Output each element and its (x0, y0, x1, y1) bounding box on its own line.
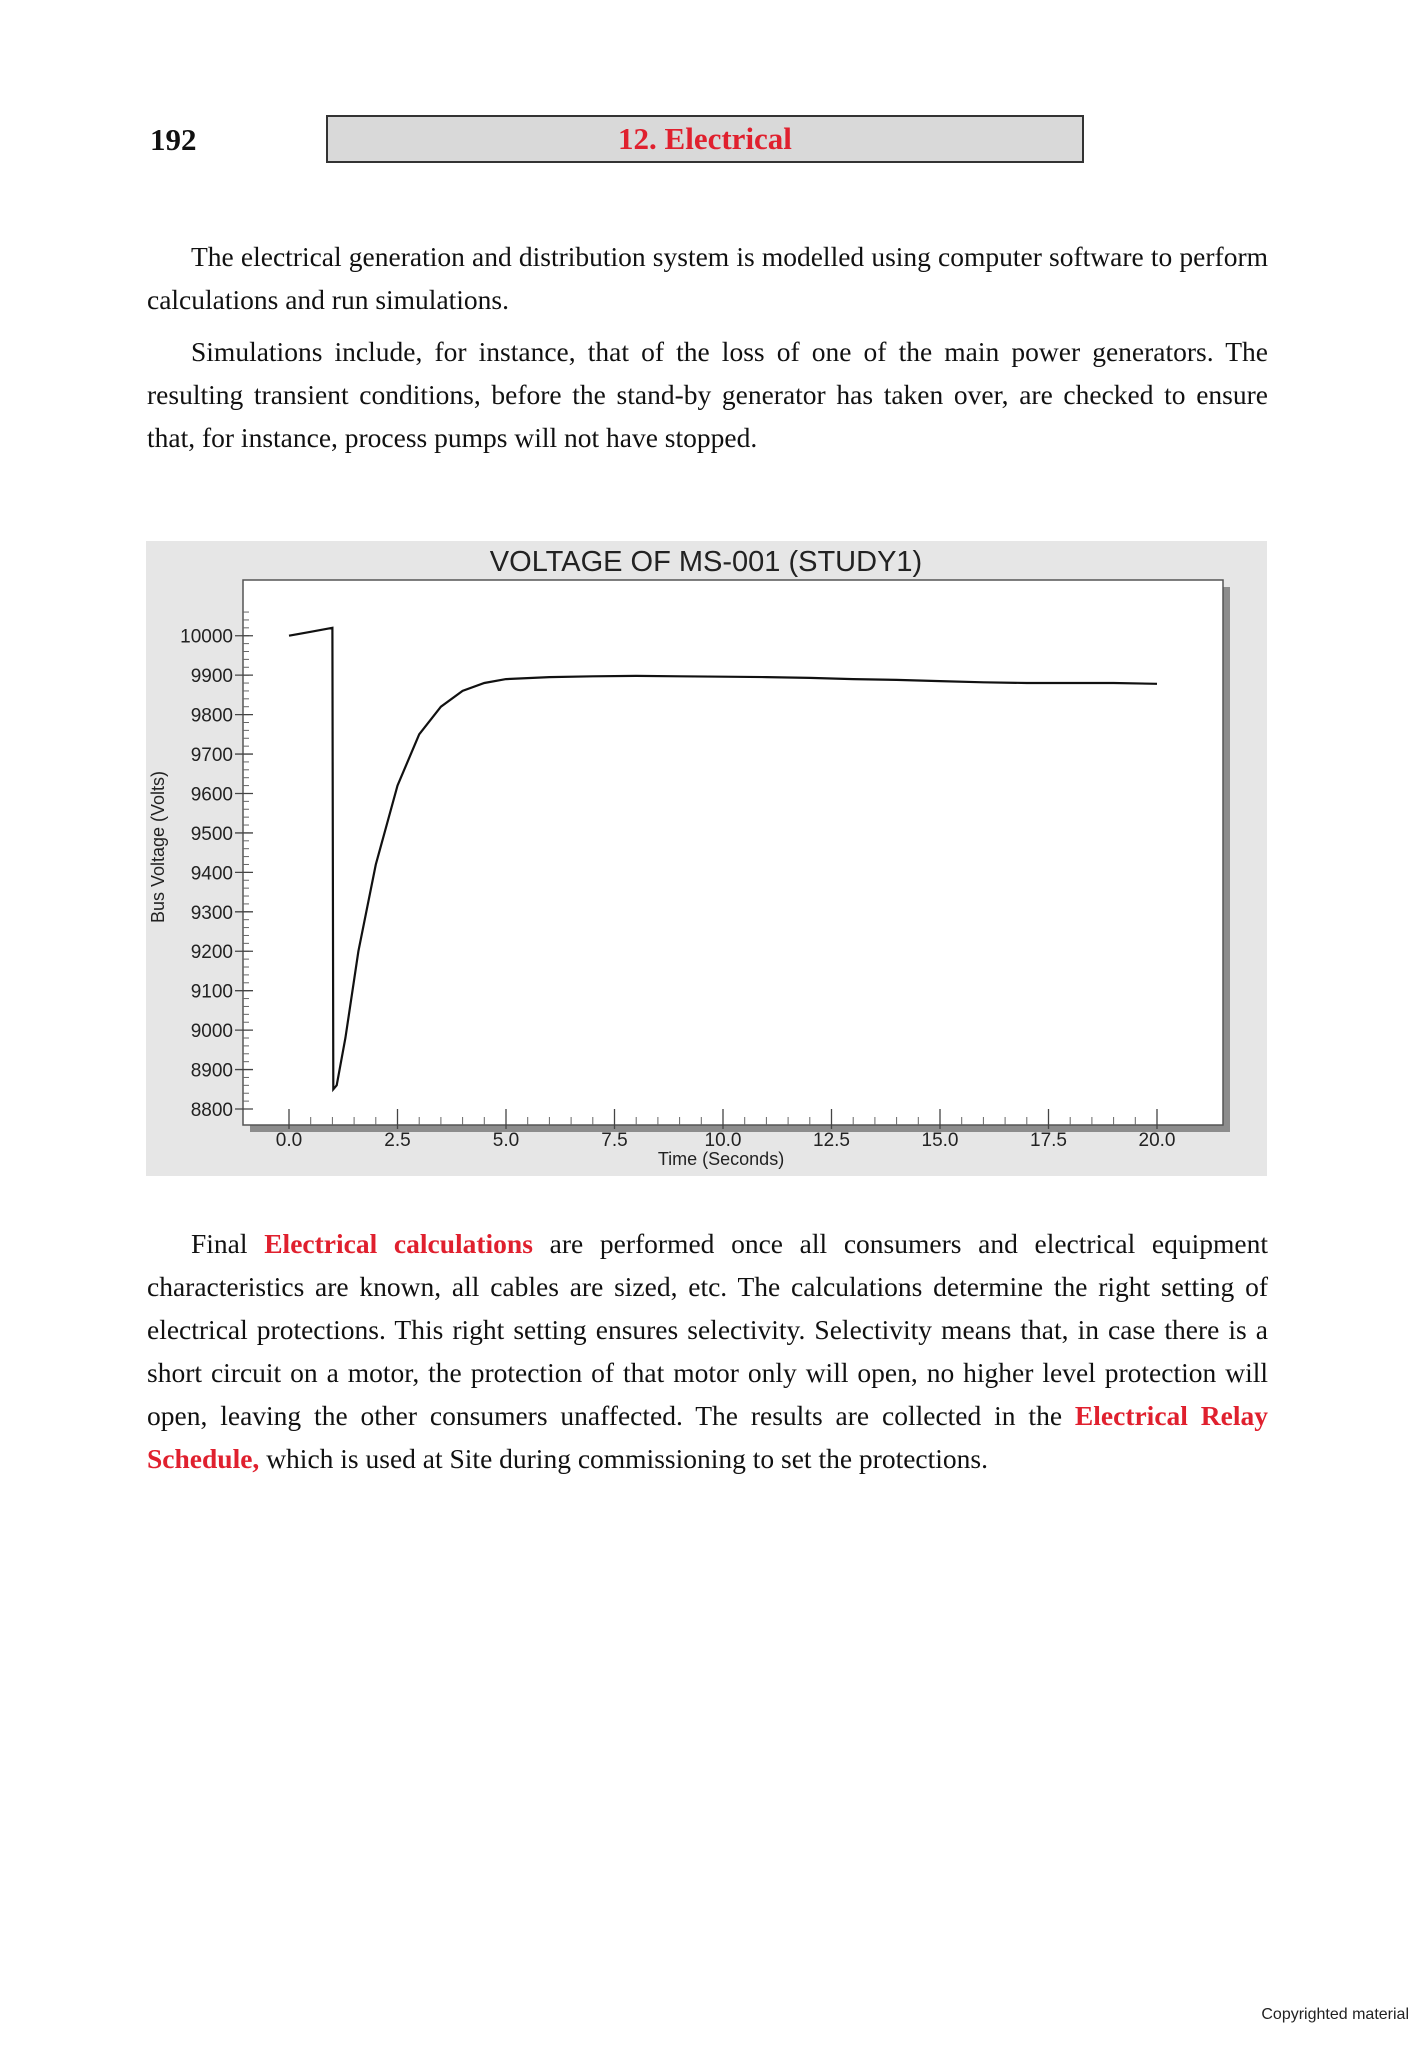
chart-title: VOLTAGE OF MS-001 (STUDY1) (489, 546, 923, 578)
electrical-relay-schedule-term: Electrical Relay Schedule, (147, 1400, 1269, 1474)
x-tick-label: 10.0 (704, 1130, 742, 1151)
page-number: 192 (150, 122, 197, 157)
y-tick-label: 10000 (180, 626, 233, 648)
x-tick-label: 5.0 (492, 1130, 520, 1151)
y-axis-label: Bus Voltage (Volts) (148, 770, 168, 924)
paragraph-1: The electrical generation and distribution system is modelled using computer software to perform calculations and run simulations. (147, 241, 1268, 315)
y-tick-label: 9500 (190, 823, 233, 845)
y-tick-label: 9200 (190, 942, 233, 964)
paragraph-3 (147, 1222, 1268, 1480)
x-tick-label: 20.0 (1138, 1130, 1176, 1151)
voltage-chart (146, 541, 1267, 1176)
paragraph-3-body: are performed once all consumers and electrical equipment characteristics are known, all cables are sized, etc. The calculations determine the right setting of electrical protections. This right setting ensures selectivity. Selectivity means that, in case there is a short circuit on a motor, the protection of that motor only will open, no higher level protection will open, leaving the other consumers unaffected. The results are collected in the (147, 1228, 1269, 1431)
y-tick-label: 9600 (190, 784, 233, 806)
copyright-notice: Copyrighted material (1261, 2006, 1409, 2023)
voltage-chart-svg (146, 541, 1267, 1176)
plot-area (243, 580, 1223, 1125)
y-axis (180, 627, 253, 1121)
electrical-calculations-term: Electrical calculations (264, 1228, 533, 1259)
chapter-title: 12. Electrical (326, 115, 1084, 163)
x-tick-label: 17.5 (1030, 1130, 1067, 1151)
y-tick-label: 8900 (190, 1060, 233, 1082)
y-tick-label: 9000 (190, 1021, 233, 1043)
x-tick-label: 7.5 (601, 1130, 628, 1151)
y-tick-label: 9400 (190, 863, 233, 885)
x-tick-label: 15.0 (921, 1130, 959, 1151)
y-tick-label: 9900 (190, 666, 233, 688)
x-tick-label: 12.5 (813, 1130, 850, 1151)
y-tick-label: 9100 (190, 981, 233, 1003)
paragraph-2: Simulations include, for instance, that of the loss of one of the main power generators. The resulting transient conditions, before the stand-by generator has taken over, are checked to ensure that, for instance, process pumps will not have stopped. (147, 336, 1268, 453)
y-tick-label: 8800 (190, 1100, 233, 1121)
y-tick-label: 9700 (190, 745, 233, 767)
y-tick-label: 9300 (190, 902, 233, 924)
y-tick-label: 9800 (190, 705, 233, 727)
x-tick-label: 2.5 (384, 1130, 411, 1151)
paragraph-3-intro: Final (191, 1228, 248, 1259)
paragraph-3-outro: which is used at Site during commissioning to set the protections. (266, 1443, 988, 1474)
x-tick-label: 0.0 (275, 1130, 303, 1151)
x-axis-label: Time (Seconds) (657, 1149, 785, 1169)
